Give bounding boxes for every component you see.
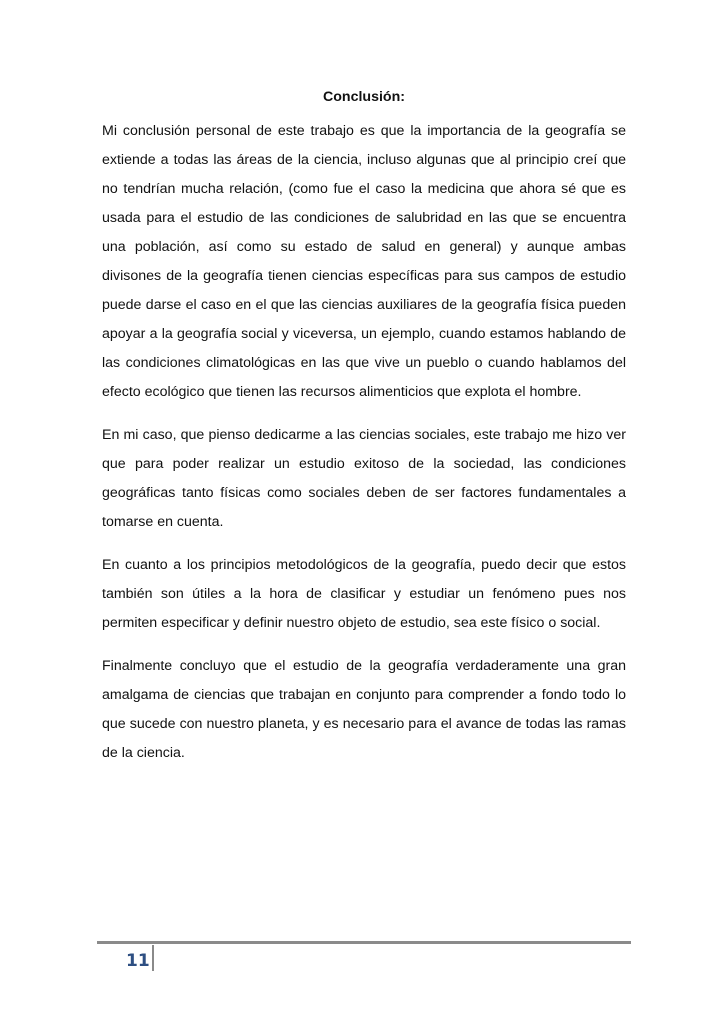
document-body	[102, 117, 626, 782]
paragraph-2: En mi caso, que pienso dedicarme a las ciencias sociales, este trabajo me hizo ver que para poder realizar un estudio exitoso de la sociedad, las condiciones geográficas tanto físicas como sociales deben de ser factores fundamentales a tomarse en cuenta.	[102, 427, 626, 530]
page-title: Conclusión:	[323, 89, 405, 105]
paragraph-1: Mi conclusión personal de este trabajo es que la importancia de la geografía se extiende a todas las áreas de la ciencia, incluso algunas que al principio creí que no tendrían mucha relación, (como fue el caso la medicina que ahora sé que es usada para el estudio de las condiciones de salubridad en las que se encuentra una población, así como su estado de salud en general) y aunque ambas divisones de la geografía tienen ciencias específicas para sus campos de estudio puede darse el caso en el que las ciencias auxiliares de la geografía física pueden apoyar a la geografía social y viceversa, un ejemplo, cuando estamos hablando de las condiciones climatológicas en las que vive un pueblo o cuando hablamos del efecto ecológico que tienen las recursos alimenticios que explota el hombre.	[102, 123, 626, 400]
footer-rule	[97, 941, 631, 944]
footer-separator	[152, 945, 154, 971]
paragraph-4: Finalmente concluyo que el estudio de la geografía verdaderamente una gran amalgama de ciencias que trabajan en conjunto para comprender a fondo todo lo que sucede con nuestro planeta, y es necesario para el avance de todas las ramas de la ciencia.	[102, 658, 626, 761]
paragraph-3: En cuanto a los principios metodológicos de la geografía, puedo decir que estos también son útiles a la hora de clasificar y estudiar un fenómeno pues nos permiten especificar y definir nuestro objeto de estudio, sea este físico o social.	[102, 557, 626, 631]
page-number: 11	[126, 951, 150, 971]
